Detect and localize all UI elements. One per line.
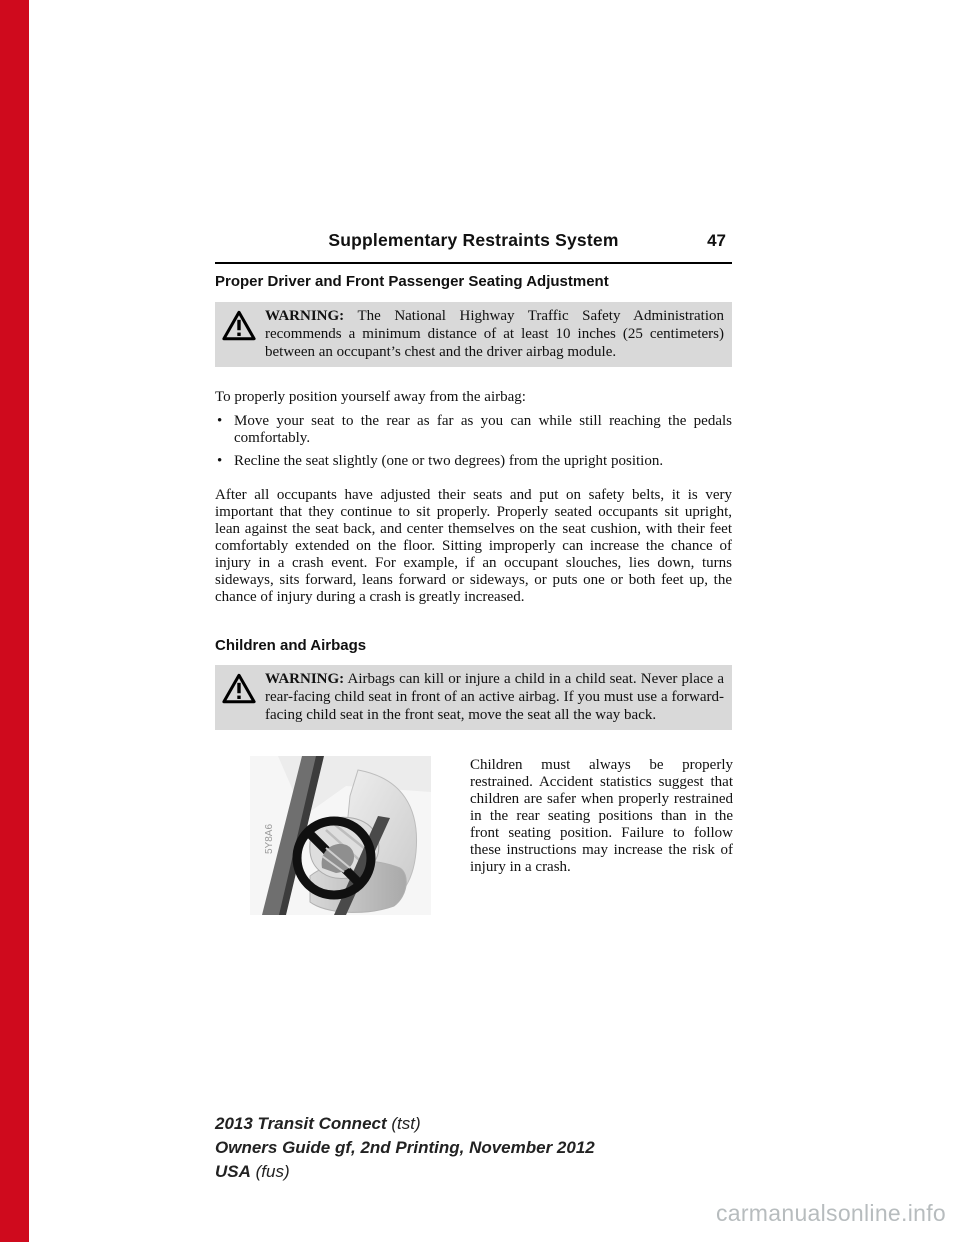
- list-item: [215, 413, 732, 447]
- footer-code-tst: (tst): [391, 1114, 421, 1133]
- bullet-marker: •: [217, 413, 223, 429]
- footer-code-fus: (fus): [255, 1162, 290, 1181]
- child-seat-prohibition-illustration: [250, 756, 431, 915]
- bullet-marker: •: [217, 453, 223, 469]
- proper-seating-paragraph: After all occupants have adjusted their seats and put on safety belts, it is very important that they continue to sit properly. Properly seated occupants sit upright, lean against the seat back, and center themselves on the seat cushion, with their feet comfortably extended on the floor. Sitting improperly can increase the chance of injury in a crash event. For example, if an occupant slouches, lies down, turns sideways, sits forward, leans forward or sideways, or puts one or both feet up, the chance of injury during a crash is greatly increased.: [215, 487, 732, 605]
- footer-imprint: [215, 1112, 775, 1184]
- bullet-text: Move your seat to the rear as far as you can while still reaching the pedals comfortably.: [234, 413, 732, 446]
- illustration-code: 5Y8A6: [264, 823, 275, 854]
- page-header: [215, 230, 732, 264]
- footer-line-3: [215, 1160, 775, 1184]
- warning-triangle-icon: [222, 309, 256, 342]
- warning-label: WARNING:: [265, 308, 345, 324]
- footer-line-1: [215, 1112, 775, 1136]
- bullet-text: Recline the seat slightly (one or two degrees) from the upright position.: [234, 453, 664, 469]
- warning-label: WARNING:: [265, 671, 345, 687]
- section-heading-children-airbags: Children and Airbags: [215, 637, 367, 654]
- list-item: [215, 453, 732, 470]
- footer-guide-info: Owners Guide gf, 2nd Printing, November 2012: [215, 1138, 595, 1157]
- section-heading-seating-adjustment: Proper Driver and Front Passenger Seating Adjustment: [215, 273, 609, 290]
- children-restrained-paragraph: Children must always be properly restrained. Accident statistics suggest that children are safer when properly restrained in the rear seating positions than in the front seating position. Failure to follow these instructions may increase the risk of injury in a crash.: [470, 757, 733, 875]
- watermark-text: carmanualsonline.info: [715, 1200, 946, 1226]
- footer-line-2: [215, 1136, 775, 1160]
- airbag-intro-paragraph: To properly position yourself away from the airbag:: [215, 389, 526, 405]
- warning-box-children-airbags: [215, 665, 732, 730]
- warning-triangle-icon: [222, 672, 256, 705]
- warning-text: The National Highway Traffic Safety Administration recommends a minimum distance of at least 10 inches (25 centimeters) between an occupant’s chest and the driver airbag module.: [265, 308, 725, 360]
- page-number: 47: [707, 231, 726, 250]
- warning-text: Airbags can kill or injure a child in a child seat. Never place a rear-facing child seat in front of an active airbag. If you must use a forward-facing child seat in the front seat, move the seat all the way back.: [265, 671, 724, 723]
- footer-model: 2013 Transit Connect: [215, 1114, 387, 1133]
- warning-box-airbag-distance: [215, 302, 732, 367]
- seating-bullet-list: [215, 413, 732, 476]
- left-red-stripe: [0, 0, 29, 1242]
- footer-country: USA: [215, 1162, 251, 1181]
- page-title: Supplementary Restraints System: [328, 230, 619, 250]
